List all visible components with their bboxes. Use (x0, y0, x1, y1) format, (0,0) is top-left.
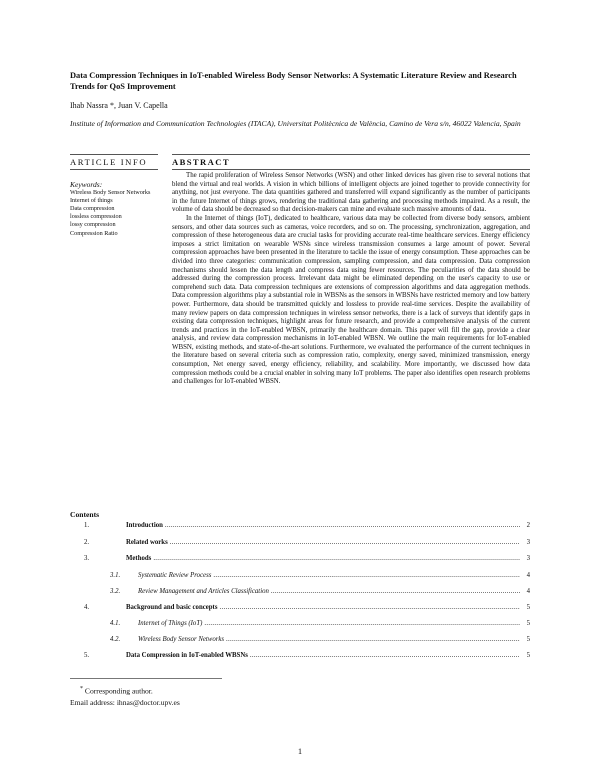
toc-entry[interactable] (70, 539, 530, 546)
article-info-bottom-rule (70, 169, 158, 170)
toc-number: 2. (84, 539, 90, 546)
toc-leader (170, 539, 520, 546)
affiliation: Institute of Information and Communication Technologies (ITACA), Universitat Politècnica de València, Camino de Vera s/n, 46022 Valencia, Spain (70, 119, 521, 128)
toc-leader (165, 522, 520, 529)
toc-leader (153, 555, 520, 562)
paper-title: Data Compression Techniques in IoT-enabled Wireless Body Sensor Networks: A Systematic Literature Review and Research Trends for QoS Improvement (70, 71, 517, 91)
footnote-email[interactable]: Email address: ihnas@doctor.upv.es (70, 698, 180, 707)
toc-number: 3.2. (110, 588, 121, 595)
footnote-text: Corresponding author. (84, 686, 153, 696)
toc-label: Internet of Things (IoT) (138, 620, 203, 627)
keywords-block (70, 181, 150, 238)
footnote-rule (70, 678, 222, 679)
toc-entry[interactable] (70, 604, 530, 611)
toc-entry[interactable] (70, 620, 530, 627)
keyword-item: Wireless Body Sensor Networks (70, 189, 151, 197)
keyword-item: Data compression (70, 205, 115, 213)
toc-number: 4. (84, 604, 90, 611)
toc-leader (226, 636, 520, 643)
toc-number: 4.1. (110, 620, 121, 627)
toc-page: 3 (526, 539, 530, 546)
page-number: 1 (297, 746, 303, 756)
footnote-corresponding (80, 686, 153, 696)
keywords-label: Keywords: (70, 180, 103, 189)
toc-page: 3 (526, 555, 530, 562)
toc-label: Systematic Review Process (138, 572, 212, 579)
toc-leader (250, 652, 520, 659)
contents-title: Contents (70, 510, 100, 519)
toc-number: 5. (84, 652, 90, 659)
toc-entry[interactable] (70, 572, 530, 579)
toc-number: 4.2. (110, 636, 121, 643)
abstract-top-rule (172, 154, 530, 155)
article-info-top-rule (70, 154, 158, 155)
abstract-body (172, 172, 530, 387)
abstract-paragraph: In the Internet of things (IoT), dedicated to healthcare, various data may be collected from diverse body sensors, ambient sensors, and other data sources such as cameras, voice recorders, and so on. The processing, synchronization, aggregation, and compression of these heterogeneous data are crucial tasks for providing accurate real-time healthcare services. Energy efficiency imposes a strict limitation on wearable WSNs since wireless transmission consumes a large amount of power. Several compression approaches have been presented in the literature to tackle the issue of energy consumption. These approaches can be divided into three categories: communication compression, sampling compression, and data compression. Data compression mechanisms should lessen the data length and compress data using fewer resources. The peculiarities of the data should be addressed during the compression process. Irrelevant data might be eliminated depending on the user's capacity to use or comprehend such data. Data compression techniques are extensions of compression algorithms and data aggregation methods. Data compression algorithms play a substantial role in WBSNs as the sensors in WBSNs have restricted memory and low battery power. Furthermore, data should be transmitted quickly and lossless to provide real-time services. Despite the availability of many review papers on data compression techniques in wireless sensor networks, there is a lack of surveys that identify gaps in existing data compression techniques, highlight areas for future research, and provide a comprehensive analysis of the current trends and practices in the IoT-enabled WBSN, primarily the healthcare domain. This paper will fill the gap, provide a clear analysis, and review data compression mechanisms in IoT-enabled WBSN. We outline the main requirements for IoT-enabled WBSN, existing methods, and state-of-the-art solutions. Furthermore, we evaluated the performance of the current techniques in the literature based on several criteria such as compression ratio, complexity, energy saved, minimized transmission, energy consumption, Net energy saved, energy efficiency, reliability, and scalability. More importantly, we discussed how data compression methods could be a crucial enabler in solving many IoT problems. The paper also identifies open research problems and challenges for IoT-enabled WBSN. (172, 214, 530, 386)
toc-number: 3. (84, 555, 90, 562)
toc-number: 3.1. (110, 572, 121, 579)
keyword-item: Compression Ratio (70, 229, 118, 237)
toc-page: 5 (526, 604, 530, 611)
toc-entry[interactable] (70, 652, 530, 659)
abstract-heading: ABSTRACT (172, 157, 230, 167)
toc-label: Background and basic concepts (126, 604, 218, 611)
toc-label: Introduction (126, 522, 163, 529)
keyword-item: lossy compression (70, 221, 116, 229)
keyword-item: Internet of things (70, 197, 113, 205)
toc-page: 2 (526, 522, 530, 529)
toc-entry[interactable] (70, 522, 530, 529)
toc-label: Wireless Body Sensor Networks (138, 636, 225, 643)
toc-leader (213, 572, 520, 579)
toc-label: Review Management and Articles Classification (138, 588, 269, 595)
toc-leader (204, 620, 520, 627)
toc-entry[interactable] (70, 588, 530, 595)
toc-entry[interactable] (70, 555, 530, 562)
toc-label: Data Compression in IoT-enabled WBSNs (126, 652, 248, 659)
toc-label: Methods (126, 555, 152, 562)
footnote-marker: * (80, 686, 83, 692)
toc-entry[interactable] (70, 636, 530, 643)
toc-label: Related works (126, 539, 168, 546)
author-list: Ihab Nassra *, Juan V. Capella (70, 101, 168, 110)
toc-number: 1. (84, 522, 90, 529)
article-info-heading: ARTICLE INFO (70, 157, 148, 167)
toc-leader (219, 604, 520, 611)
toc-page: 4 (526, 588, 530, 595)
toc-page: 5 (526, 636, 530, 643)
toc-page: 4 (526, 572, 530, 579)
abstract-bottom-rule (172, 169, 530, 170)
toc-leader (271, 588, 520, 595)
toc-page: 5 (526, 652, 530, 659)
keyword-item: lossless compression (70, 213, 122, 221)
abstract-paragraph: The rapid proliferation of Wireless Sensor Networks (WSN) and other linked devices has given rise to several notions that blend the virtual and real worlds. A vision in which billions of intelligent objects are joined together to provide connectivity for anything, not just everyone. The data quantities gathered and transferred will expand significantly as the number of participants in the future Internet of things grows, rendering the traditional data gathering and processing methods impaired. As a result, the volume of data should be decreased so that decision-makers can mine and evaluate such massive amounts of data. (172, 172, 530, 214)
toc-page: 5 (526, 620, 530, 627)
